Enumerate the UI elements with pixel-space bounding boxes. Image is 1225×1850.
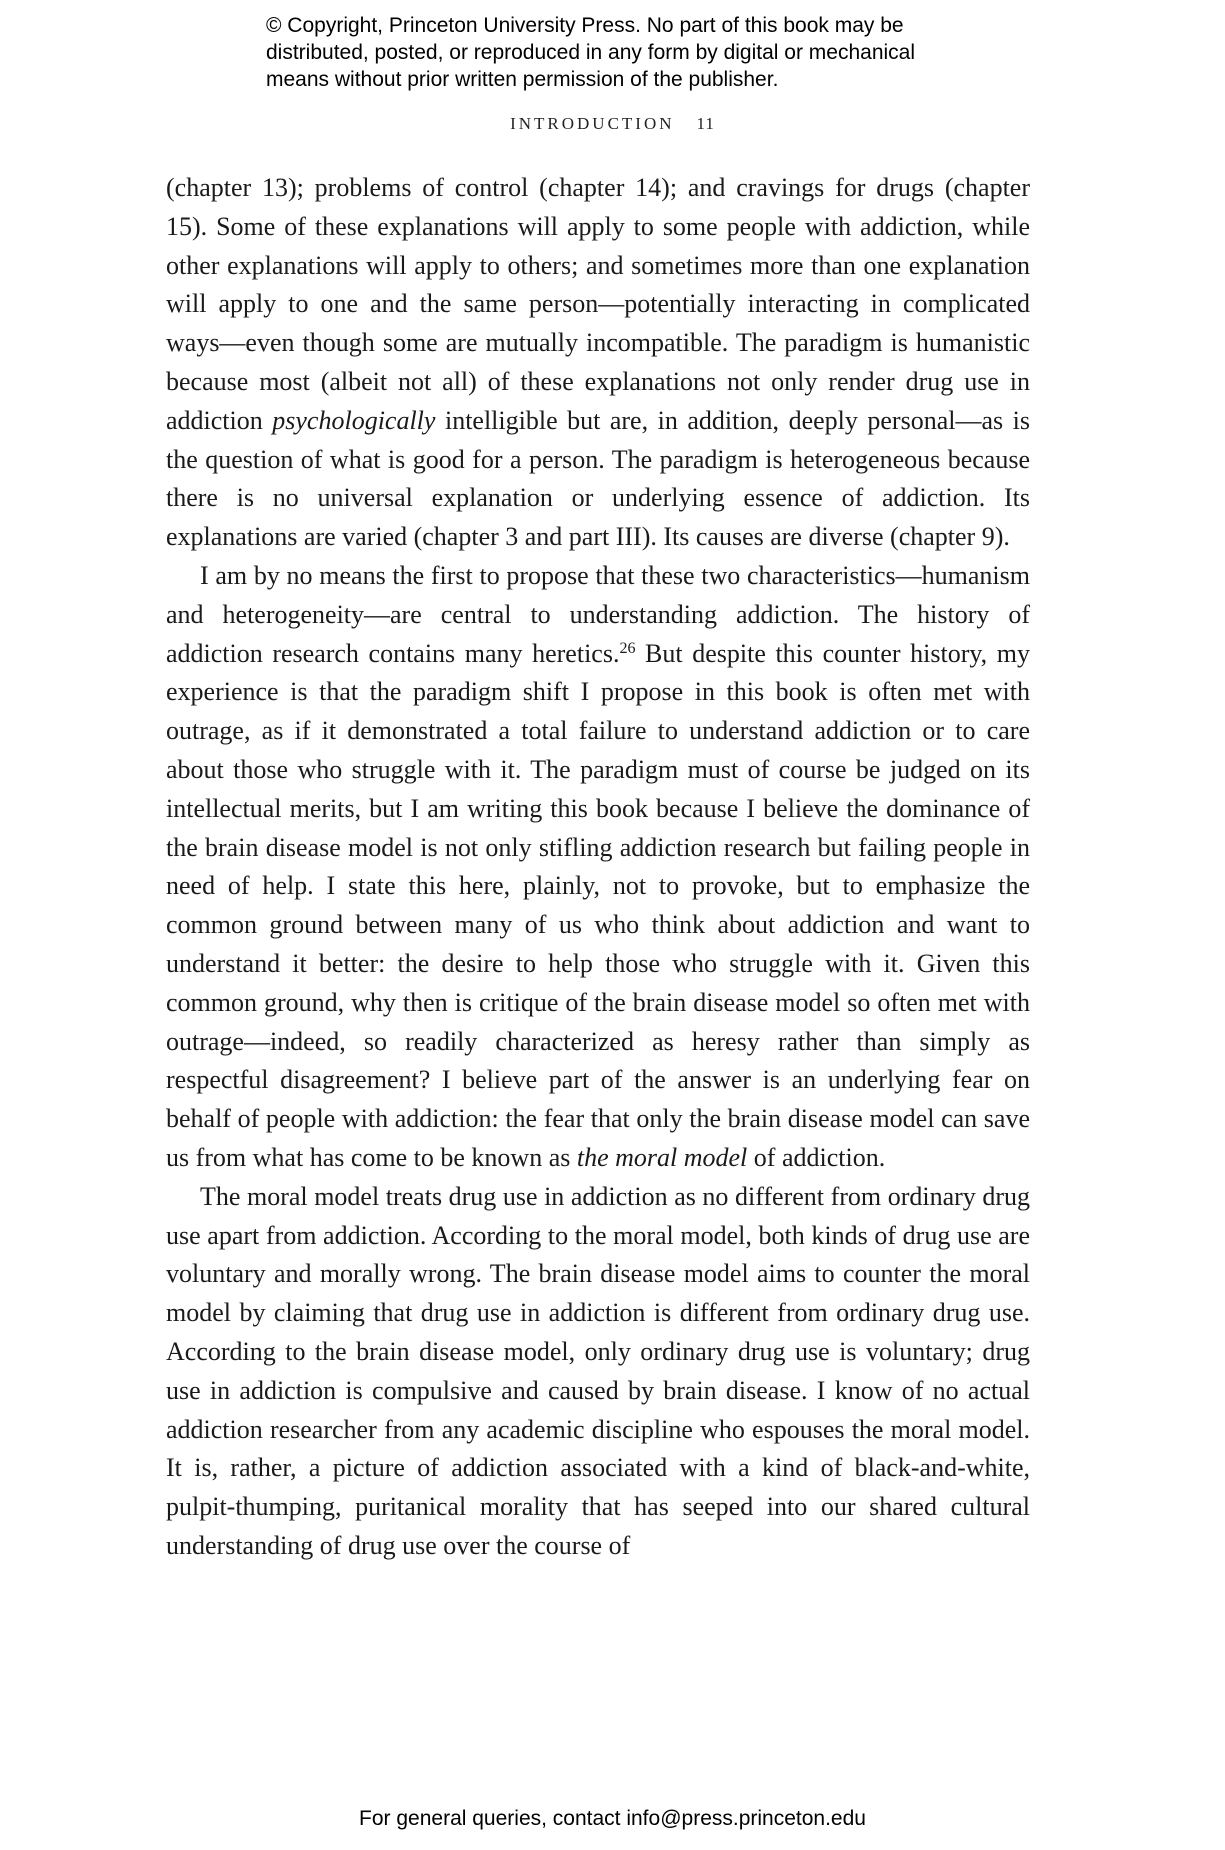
footer-contact: For general queries, contact info@press.princeton.edu: [359, 1807, 866, 1830]
copyright-notice: [266, 12, 1026, 93]
paragraph-text: intelligible but are, in addition, deeply personal—as is the question of what is good for a person. The paradigm is heterogeneous because there is no universal explanation or underlying essence of addiction. Its explanations are varied (chapter 3 and part III). Its causes are diverse (chapter 9).: [166, 405, 1030, 552]
copyright-line: means without prior written permission of the publisher.: [266, 68, 779, 91]
paragraph-text: The moral model treats drug use in addiction as no different from ordinary drug use apart from addiction. According to the moral model, both kinds of drug use are voluntary and morally wrong. The brain disease model aims to counter the moral model by claiming that drug use in addiction is different from ordinary drug use. According to the brain disease model, only ordinary drug use is voluntary; drug use in addiction is compulsive and caused by brain disease. I know of no actual addiction researcher from any academic discipline who espouses the moral model. It is, rather, a picture of addiction associated with a kind of black-and-white, pulpit-thumping, puritanical morality that has seeped into our shared cultural understanding of drug use over the course of: [166, 1181, 1030, 1560]
running-head-title: INTRODUCTION: [510, 114, 675, 133]
italic-text: the moral model: [576, 1142, 748, 1172]
running-head: [0, 114, 1225, 134]
paragraph: [166, 557, 1030, 1178]
paragraph-text: I am by no means the first to propose that these two characteristics—humanism and heterogeneity—are central to understanding addiction. The history of addiction research contains many heretics.: [166, 560, 1030, 668]
body-text: [166, 169, 1030, 1566]
paragraph: [166, 169, 1030, 557]
italic-text: psychologically: [272, 405, 436, 435]
paragraph-text: of addiction.: [747, 1142, 886, 1172]
footnote-reference[interactable]: 26: [619, 639, 636, 657]
paragraph: [166, 1178, 1030, 1566]
paragraph-text: (chapter 13); problems of control (chapter 14); and cravings for drugs (chapter 15). Some of these explanations will apply to some people with addiction, while other explanations will apply to others; and sometimes more than one explanation will apply to one and the same person—potentially interacting in complicated ways—even though some are mutually incompatible. The paradigm is humanistic because most (albeit not all) of these explanations not only render drug use in addiction: [166, 173, 1030, 435]
paragraph-text: But despite this counter history, my experience is that the paradigm shift I propose in this book is often met with outrage, as if it demonstrated a total failure to understand addiction or to care about those who struggle with it. The paradigm must of course be judged on its intellectual merits, but I am writing this book because I believe the dominance of the brain disease model is not only stifling addiction research but failing people in need of help. I state this here, plainly, not to provoke, but to emphasize the common ground between many of us who think about addiction and want to understand it better: the desire to help those who struggle with it. Given this common ground, why then is critique of the brain disease model so often met with outrage—indeed, so readily characterized as heresy rather than simply as respectful disagreement? I believe part of the answer is an underlying fear on behalf of people with addiction: the fear that only the brain disease model can save us from what has come to be known as: [166, 638, 1031, 1172]
page-number: 11: [696, 114, 715, 133]
copyright-line: © Copyright, Princeton University Press. No part of this book may be: [266, 14, 904, 37]
copyright-line: distributed, posted, or reproduced in any form by digital or mechanical: [266, 41, 916, 64]
